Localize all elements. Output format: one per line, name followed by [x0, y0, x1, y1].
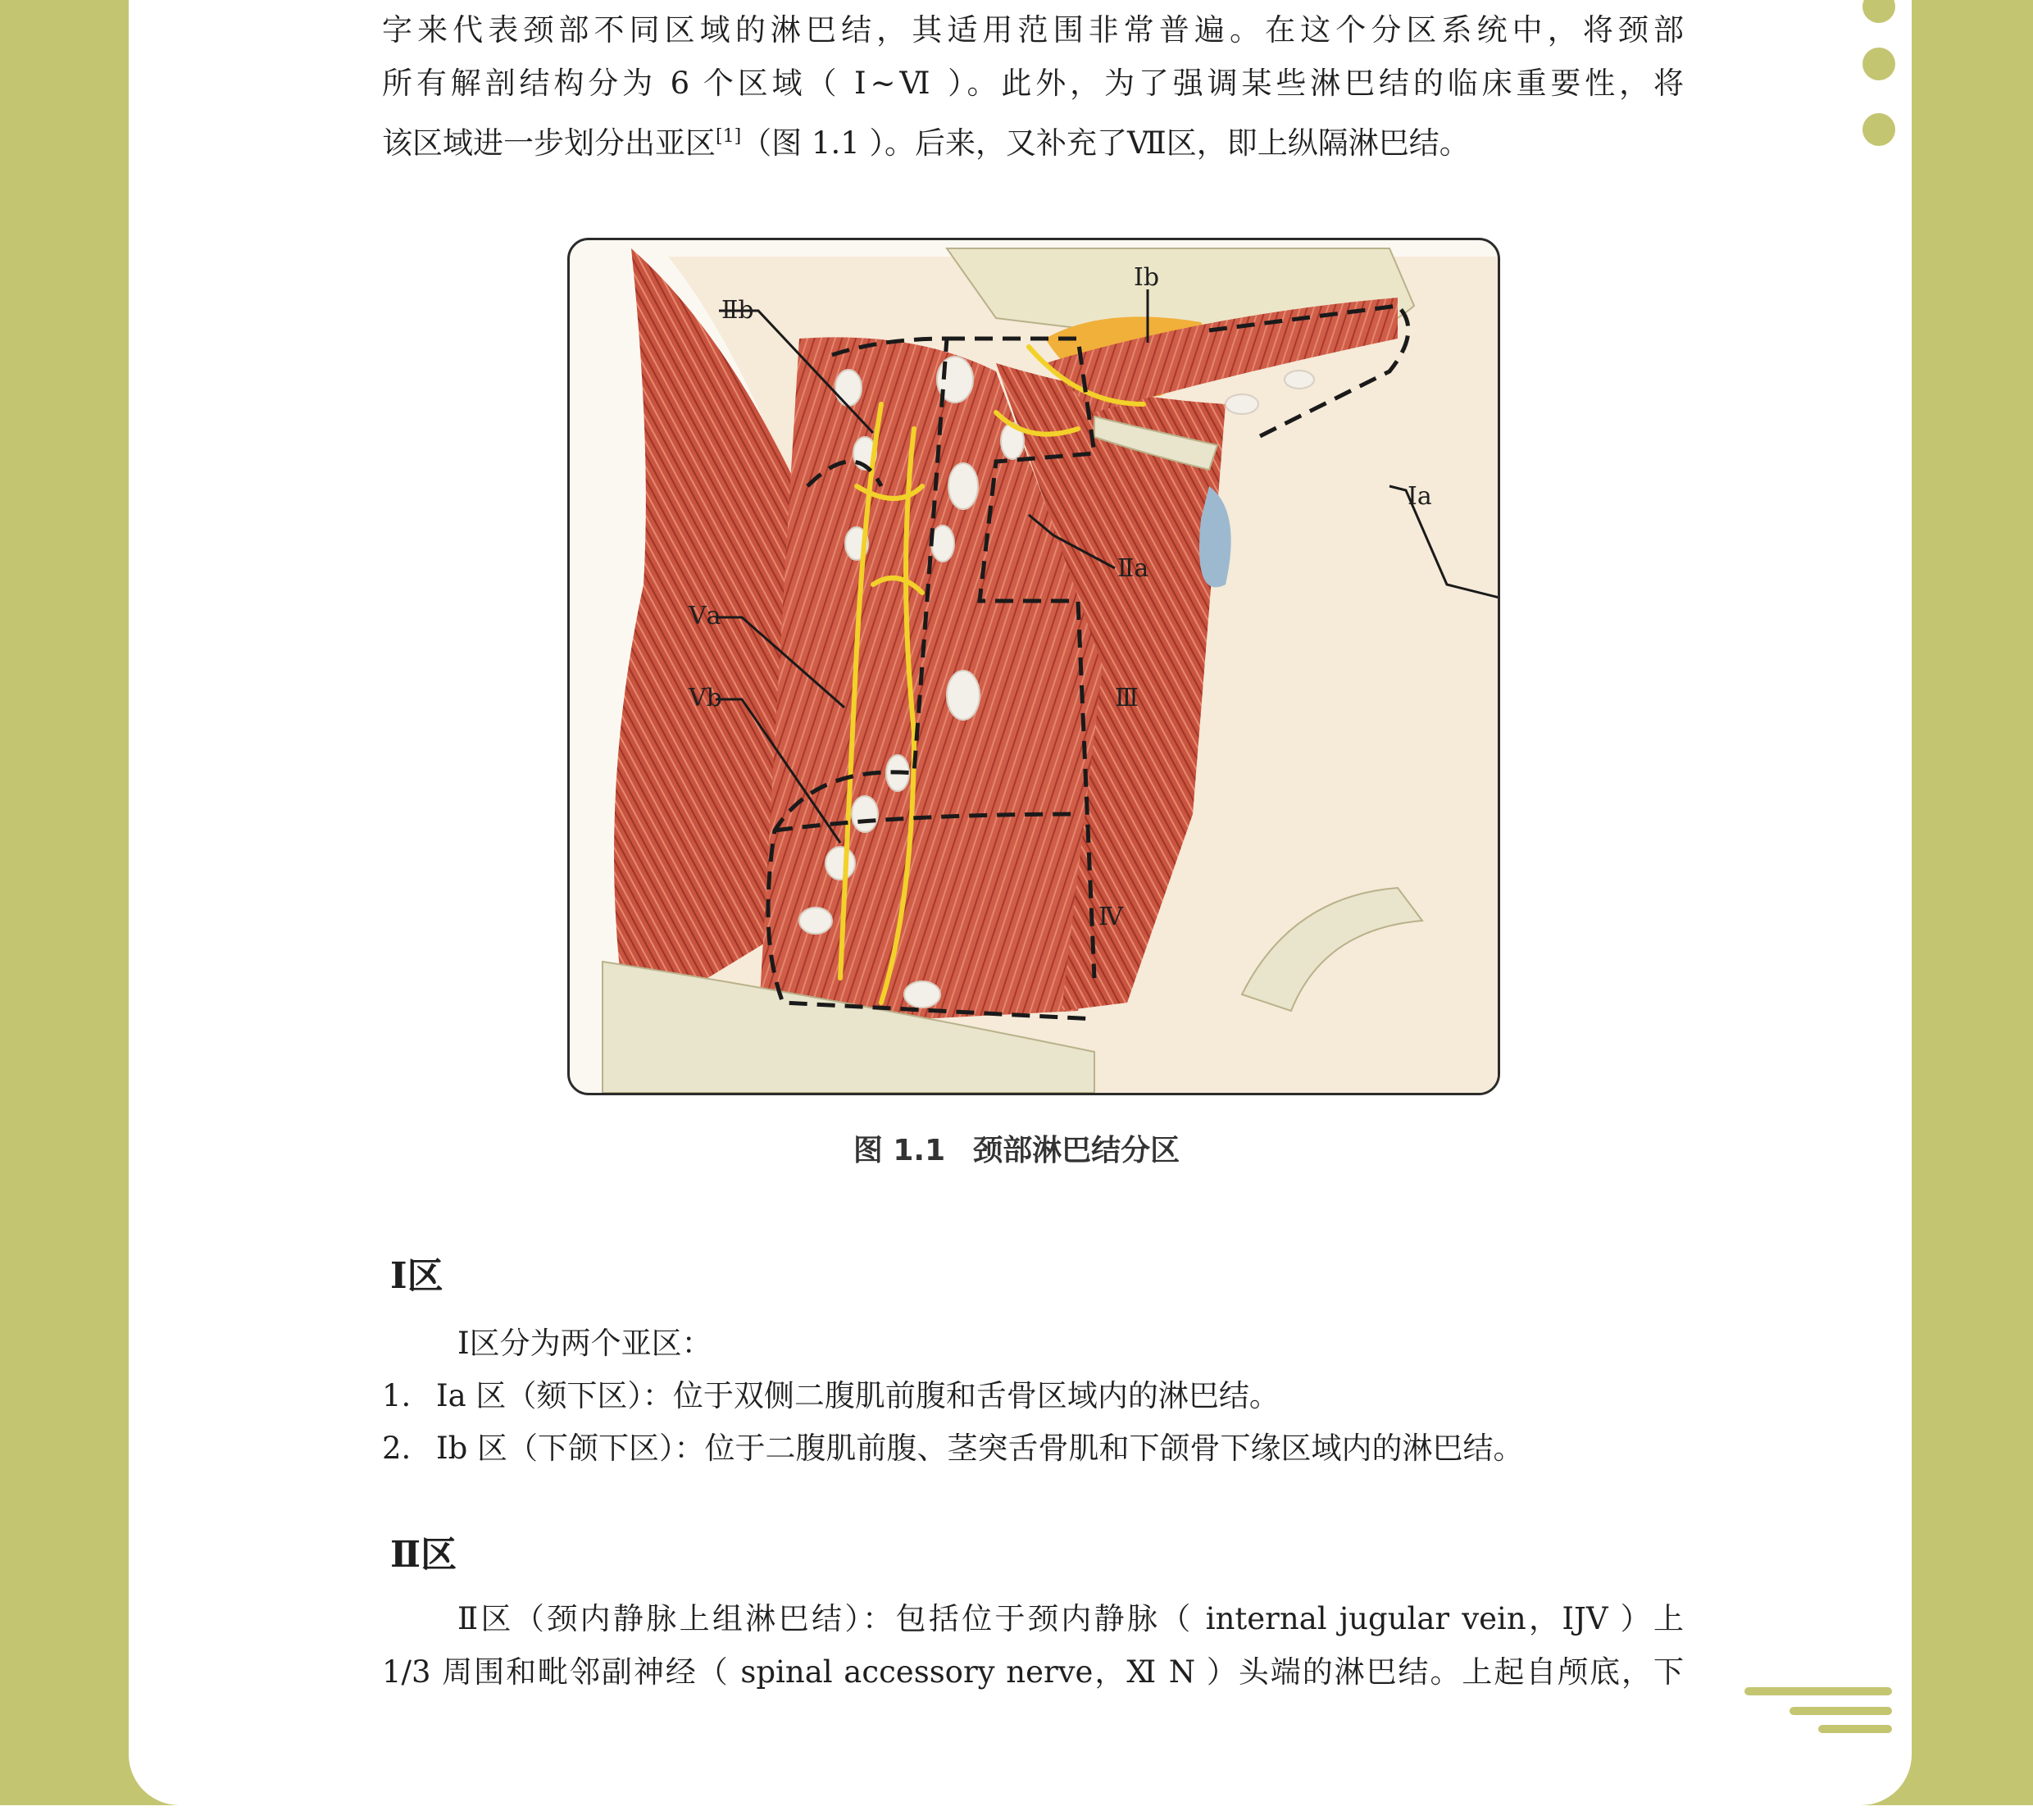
label-level-iib: Ⅱb	[721, 296, 754, 325]
section1-intro: Ⅰ区分为两个亚区：	[457, 1326, 712, 1361]
label-level-ib: Ⅰb	[1134, 263, 1160, 292]
list-item	[382, 1423, 1524, 1467]
list-item	[382, 1371, 1280, 1415]
list-item-text: Ⅰb 区（下颌下区）：位于二腹肌前腹、茎突舌骨肌和下颌骨下缘区域内的淋巴结。	[436, 1431, 1524, 1466]
decorative-lines	[1744, 1687, 1892, 1736]
section-heading-level-2: Ⅱ区	[390, 1534, 457, 1576]
intro-line-2: 所有解剖结构分为 6 个区域（ Ⅰ~Ⅵ ）。此外，为了强调某些淋巴结的临床重要性，将	[382, 66, 1684, 101]
side-dot	[1862, 48, 1895, 80]
intro-line-3-text: 该区域进一步划分出亚区	[382, 125, 716, 161]
intro-line-3	[382, 110, 1684, 170]
list-item-number: 1.	[382, 1378, 412, 1413]
label-level-iii: Ⅲ	[1115, 684, 1139, 712]
intro-line-1: 字来代表颈部不同区域的淋巴结，其适用范围非常普遍。在这个分区系统中，将颈部	[382, 12, 1684, 48]
label-level-iv: Ⅳ	[1098, 903, 1123, 931]
figure-title: 颈部淋巴结分区	[973, 1134, 1180, 1167]
label-level-iia: Ⅱa	[1117, 554, 1149, 583]
figure-reference: （图 1.1 ）。后来，又补充了Ⅶ区，即上纵隔淋巴结。	[741, 125, 1470, 161]
label-level-ia: Ⅰa	[1408, 482, 1432, 511]
bottom-strip	[0, 1805, 2033, 1820]
figure-neck-lymph-levels	[567, 238, 1500, 1095]
reference-marker[interactable]: [1]	[716, 126, 742, 147]
neck-anatomy-illustration	[570, 240, 1498, 1093]
label-level-va: Ⅴa	[689, 602, 721, 630]
section2-line-2: 1/3 周围和毗邻副神经（ spinal accessory nerve，Ⅺ N ）头端的淋巴结。上起自颅底，下	[382, 1654, 1684, 1690]
figure-caption	[0, 1127, 2033, 1169]
list-item-text: Ⅰa 区（颏下区）：位于双侧二腹肌前腹和舌骨区域内的淋巴结。	[436, 1378, 1280, 1413]
section2-line-1: Ⅱ区（颈内静脉上组淋巴结）：包括位于颈内静脉（ internal jugular vein，IJV ）上	[457, 1601, 1684, 1636]
section2-body	[382, 1592, 1684, 1699]
section-heading-level-1: Ⅰ区	[390, 1255, 443, 1297]
label-level-vb: Ⅴb	[689, 684, 722, 712]
intro-text	[382, 3, 1684, 170]
side-dot	[1862, 113, 1895, 146]
figure-number: 图 1.1	[853, 1134, 946, 1167]
list-item-number: 2.	[382, 1431, 412, 1466]
